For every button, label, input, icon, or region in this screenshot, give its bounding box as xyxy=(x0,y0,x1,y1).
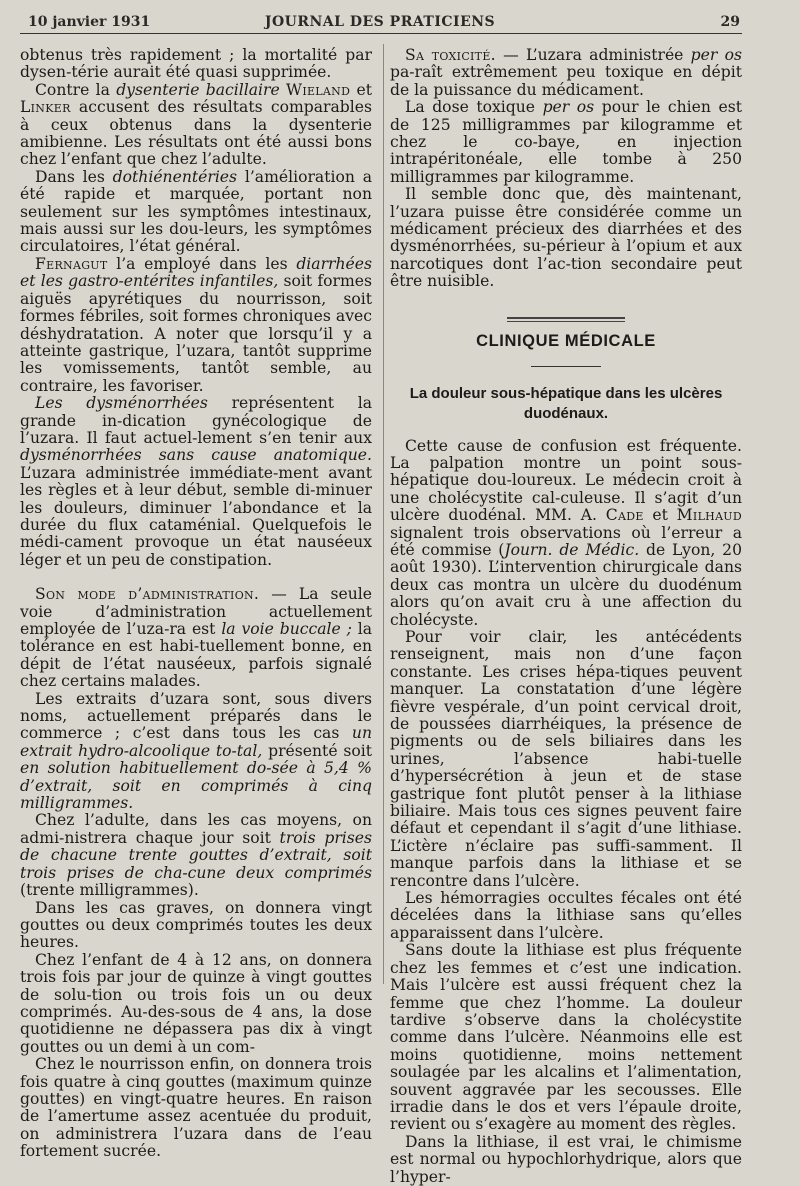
header-rule xyxy=(20,33,742,34)
paragraph: Dans la lithiase, il est vrai, le chimisme est normal ou hypochlorhydrique, alors que l’hyper- xyxy=(390,1132,742,1186)
paragraph: Sans doute la lithiase est plus fréquente chez les femmes et c’est une indication. Mais l’ulcère est aussi fréquent chez la femme que chez l’homme. La douleur tardive s’observe dans la cholécystite comme dans l’ulcère. Néanmoins elle est moins quotidienne, moins nettement soulagée par les alcalins et l’alimentation, souvent aggravée par les secousses. Elle irradie dans le dos et vers l’épaule droite, revient ou s’exagère au moment des règles. xyxy=(390,941,742,1134)
right-column xyxy=(390,47,742,1186)
author-name: Linker xyxy=(20,98,71,117)
paragraph: Contre la dysenterie bacillaire Wieland et Linker accusent des résultats comparables à ceux obtenus dans la dysenterie amibienne. Les résultats ont été aussi bons chez l’enfant que chez l’adulte. xyxy=(20,80,372,169)
paragraph: Fernagut l’a employé dans les diarrhées et les gastro-entérites infantiles, soit formes aiguës apyrétiques du nourrisson, soit formes fébriles, soit formes chroniques avec déshydratation. A noter que lorsqu’il y a atteinte gastrique, l’uzara, tantôt supprime les vomissements, tantôt semble, au contraire, les favoriser. xyxy=(20,254,372,395)
page-number: 29 xyxy=(720,14,740,30)
section-heading: Son mode d’administration. xyxy=(35,585,260,604)
rubric-rule xyxy=(390,354,742,371)
section-paragraph: Son mode d’administration. — La seule voie d’administration actuellement employée de l’uza-ra est la voie buccale ; la tolérance en est habi-tuellement bonne, en dépit de l’état nauséeux, parfois signalé chez certains malades. xyxy=(20,585,373,691)
paragraph: Chez le nourrisson enfin, on donnera trois fois quatre à cinq gouttes (maximum quinze gouttes) en vingt-quatre heures. En raison de l’amertume assez acentuée du produit, on administrera l’uzara dans de l’eau fortement sucrée. xyxy=(20,1055,372,1161)
article-title: La douleur sous-hépatique dans les ulcères duodénaux. xyxy=(409,384,723,422)
section-paragraph: Sa toxicité. — L’uzara administrée per os pa-raît extrêmement peu toxique en dépit de la puissance du médicament. xyxy=(390,46,742,99)
author-name: Milhaud xyxy=(676,506,742,525)
paragraph: Les dysménorrhées représentent la grande in-dication gynécologique de l’uzara. Il faut actuel-lement s’en tenir aux dysménorrhées sans cause anatomique. L’uzara administrée immédiate-ment avant les règles et à leur début, semble di-minuer les douleurs, diminuer l’abondance et la durée du flux cataménial. Quelquefois le médi-cament provoque un état nauséeux léger et un peu de constipation. xyxy=(20,394,372,569)
author-name: Cade xyxy=(605,506,644,525)
section-heading: Sa toxicité. xyxy=(405,46,496,64)
journal-title: JOURNAL DES PRATICIENS xyxy=(264,14,496,30)
paragraph: Chez l’enfant de 4 à 12 ans, on donnera trois fois par jour de quinze à vingt gouttes de solu-tion ou trois fois un ou deux comprimés. Au-des-sous de 4 ans, la dose quotidienne ne dépassera pas dix à vingt gouttes ou un demi à un com- xyxy=(20,950,372,1056)
left-column xyxy=(20,47,372,1161)
paragraph: Chez l’adulte, dans les cas moyens, on admi-nistrera chaque jour soit trois prises de chacune trente gouttes d’extrait, soit trois prises de cha-cune deux comprimés (trente milligrammes). xyxy=(20,811,372,900)
header-date: 10 janvier 1931 xyxy=(28,14,151,30)
author-name: Wieland xyxy=(286,80,351,99)
rubric-heading: CLINIQUE MÉDICALE xyxy=(476,331,656,350)
paragraph: obtenus très rapidement ; la mortalité par dysen-térie aurait été quasi supprimée. xyxy=(20,46,372,82)
paragraph: Pour voir clair, les antécédents renseignent, mais non d’une façon constante. Les crises hépa-tiques peuvent manquer. La constatation d’une légère fièvre vespérale, d’un point cervical droit, de poussées diarrhéiques, la présence de pigments ou de sels biliaires dans les urines, l’absence habi-tuelle d’hypersécrétion à jeun et de stase gastrique font plutôt penser à la lithiase biliaire. Mais tous ces signes peuvent faire défaut et cependant il s’agit d’une lithiase. L’ictère n’éclaire pas suffi-samment. Il manque parfois dans la lithiase et se rencontre dans l’ulcère. xyxy=(390,627,742,890)
author-name: Fernagut xyxy=(35,254,108,273)
paragraph: Les extraits d’uzara sont, sous divers noms, actuellement préparés dans le commerce ; c’est dans tous les cas un extrait hydro-alcoolique to-tal, présenté soit en solution habituellement do-sée à 5,4 % d’extrait, soit en comprimés à cinq milligrammes. xyxy=(20,689,372,813)
paragraph: Il semble donc que, dès maintenant, l’uzara puisse être considérée comme un médicament précieux des diarrhées et des dysménorrhées, su-périeur à l’opium et aux narcotiques dont l’ac-tion secondaire peut être nuisible. xyxy=(390,185,742,291)
paragraph: Dans les cas graves, on donnera vingt gouttes ou deux comprimés toutes les deux heures. xyxy=(20,898,372,952)
ornament-divider xyxy=(390,309,742,319)
paragraph: La dose toxique per os pour le chien est de 125 milligrammes par kilogramme et chez le co-baye, en injection intrapéritonéale, elle tombe à 250 milligrammes par kilogramme. xyxy=(390,98,742,186)
column-divider xyxy=(383,44,384,984)
paragraph: Les hémorragies occultes fécales ont été décelées dans la lithiase sans qu’elles apparaissent dans l’ulcère. xyxy=(390,889,742,942)
paragraph: Cette cause de confusion est fréquente. La palpation montre un point sous-hépatique dou-loureux. Le médecin croit à une cholécystite cal-culeuse. Il s’agit d’un ulcère duodénal. MM. A. Cade et Milhaud signalent trois observations où l’erreur a été commise (Journ. de Médic. de Lyon, 20 août 1930). L’intervention chirurgicale dans deux cas montra un ulcère du duodénum alors qu’on avait cru à une affection du cholécyste. xyxy=(390,436,742,629)
paragraph: Dans les dothiénentéries l’amélioration a été rapide et marquée, portant non seulement sur les symptômes intestinaux, mais aussi sur les dou-leurs, les symptômes circulatoires, l’état général. xyxy=(20,167,372,256)
